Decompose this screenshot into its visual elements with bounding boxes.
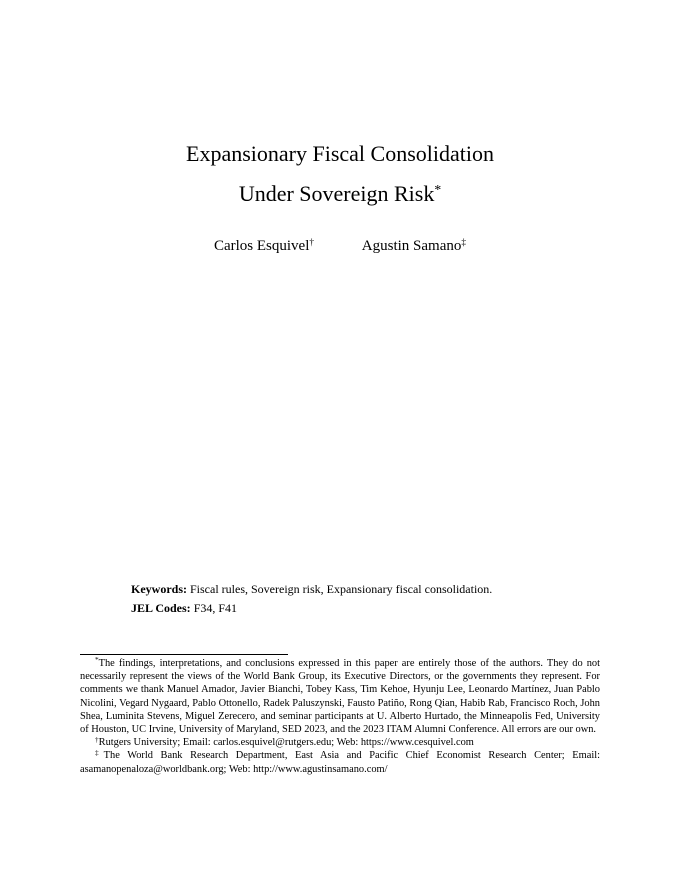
author-list — [0, 236, 680, 256]
author-2-name: Agustin Samano — [361, 238, 462, 254]
author-2 — [362, 236, 466, 256]
footnote-author-1 — [80, 736, 600, 749]
paper-title-line-2 — [0, 181, 680, 207]
paper-title-line-1 — [0, 141, 680, 167]
author-1-mark: † — [309, 237, 315, 248]
title-footnote-mark: * — [434, 181, 442, 197]
footnote-mark-2: † — [95, 735, 99, 744]
footnote-text-1: The findings, interpretations, and conclusions expressed in this paper are entirely those of the authors. They do not necessarily represent the views of the World Bank Group, its Executive Directors, or the governments they represent. For comments we thank Manuel Amador, Javier Bianchi, Tobey Kass, Tim Kehoe, Hyunju Lee, Leonardo Martínez, Juan Pablo Nicolini, Vegard Nygaard, Pablo Ottonello, Radek Paluszynski, Fausto Patiño, Rong Qian, Habib Rab, Francisco Roch, John Shea, Luminita Stevens, Miguel Zerecero, and seminar participants at U. Alberto Hurtado, the Minneapolis Fed, University of Houston, UC Irvine, University of Maryland, SED 2023, and the 2023 ITAM Alumni Conference. All errors are our own. — [80, 658, 600, 736]
author-1 — [214, 236, 314, 256]
footnotes — [80, 657, 600, 776]
jel-codes-text: F34, F41 — [193, 601, 238, 615]
author-1-name: Carlos Esquivel — [213, 238, 310, 254]
footnote-acknowledgements — [80, 657, 600, 736]
paper-title-text-2: Under Sovereign Risk — [238, 181, 435, 206]
author-2-mark: ‡ — [461, 237, 467, 248]
footnote-rule — [80, 654, 288, 655]
footnote-text-2: Rutgers University; Email: carlos.esquivel@rutgers.edu; Web: https://www.cesquivel.com — [98, 737, 474, 749]
jel-codes-line — [131, 600, 237, 616]
footnote-author-2 — [80, 749, 600, 775]
keywords-text: Fiscal rules, Sovereign risk, Expansionary fiscal consolidation. — [190, 582, 493, 596]
footnote-mark-3: ‡ — [95, 748, 104, 757]
footnote-mark-1: * — [95, 656, 99, 665]
keywords-label: Keywords: — [131, 582, 187, 596]
footnote-text-3: The World Bank Research Department, East Asia and Pacific Chief Economist Research Center; Email: asamanopenaloza@worldbank.org; Web: http://www.agustinsamano.com/ — [80, 750, 600, 775]
jel-codes-label: JEL Codes: — [131, 601, 191, 615]
paper-title-text-1: Expansionary Fiscal Consolidation — [186, 141, 494, 166]
keywords-line — [131, 581, 492, 597]
